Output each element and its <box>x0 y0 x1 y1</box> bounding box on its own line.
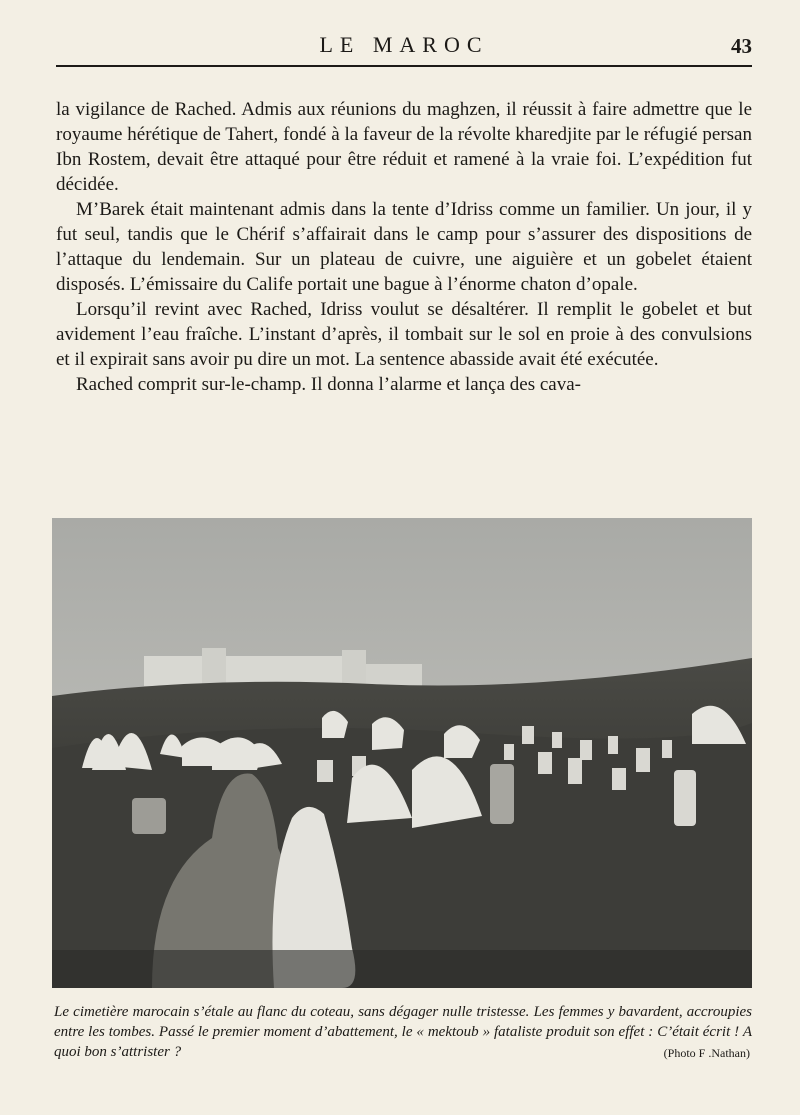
running-title: LE MAROC <box>319 32 489 57</box>
paragraph: la vigilance de Rached. Admis aux réunions du maghzen, il réussit à faire admettre que le royaume hérétique de Tahert, fondé à la faveur de la révolte kharedjite par le réfugié persan Ibn Rostem, devait être attaqué pour être réduit et ramené à la vraie foi. L’expédition fut décidée. <box>56 99 752 195</box>
page-header <box>56 30 752 66</box>
cemetery-photograph <box>52 518 752 988</box>
paragraph: Lorsqu’il revint avec Rached, Idriss voulut se désaltérer. Il remplit le gobelet et but avidement l’eau fraîche. L’instant d’après, il tombait sur le sol en proie à des convulsions et il expirait sans avoir pu dire un mot. La sentence abasside avait été exécutée. <box>56 299 752 370</box>
header-rule <box>56 65 752 67</box>
paragraph: M’Barek était maintenant admis dans la tente d’Idriss comme un familier. Un jour, il y fut seul, tandis que le Chérif s’affairait dans le camp pour s’assurer des dispositions de l’attaque du lendemain. Sur un plateau de cuivre, une aiguière et un gobelet étaient disposés. L’émissaire du Calife portait une bague à l’énorme chaton d’opale. <box>56 199 752 295</box>
caption-text: Le cimetière marocain s’étale au flanc du coteau, sans dégager nulle tristesse. Les femmes y bavardent, accroupies entre les tombes. Passé le premier moment d’abattement, le « mektoub » fataliste produit son effet : C’était écrit ! A quoi bon s’attrister ? <box>54 1004 752 1060</box>
paragraph: Rached comprit sur-le-champ. Il donna l’alarme et lança des cava- <box>76 374 581 395</box>
photo-caption <box>54 1002 752 1062</box>
page-number: 43 <box>731 34 752 58</box>
photo-credit: (Photo F .Nathan) <box>663 1046 750 1060</box>
body-text <box>56 97 752 397</box>
